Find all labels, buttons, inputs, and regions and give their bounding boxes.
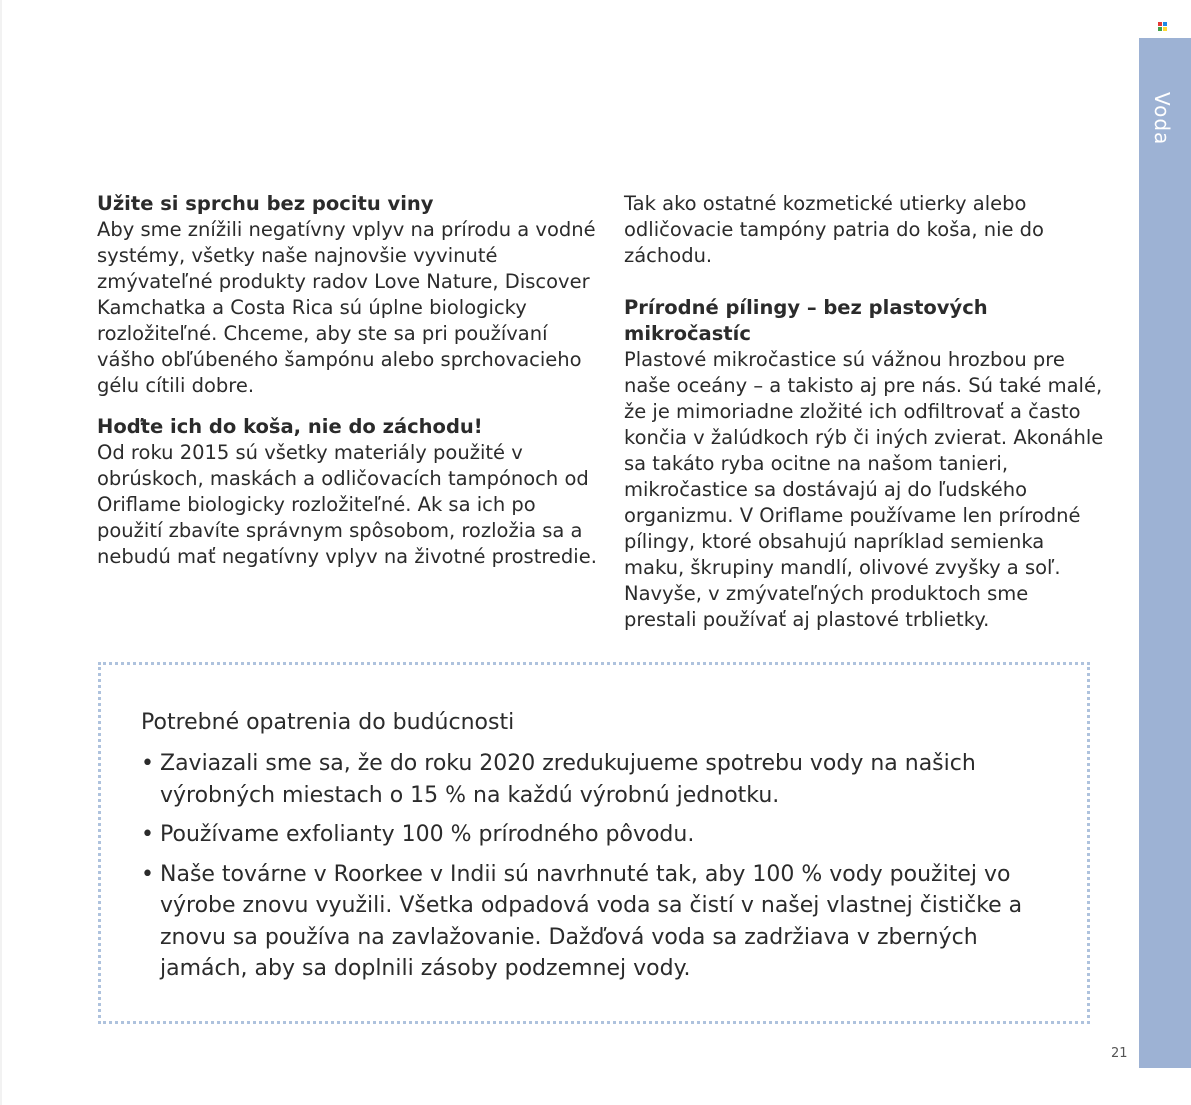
list-item: • Používame exfolianty 100 % prírodného pôvodu.	[141, 819, 1071, 851]
chapter-tab-label: Voda	[1150, 92, 1174, 146]
box-bullet-list	[141, 748, 1071, 993]
page-edge	[0, 0, 2, 1105]
section-body: Plastové mikročastice sú vážnou hrozbou pre naše oceány – a takisto aj pre nás. Sú také malé, že je mimoriadne zložité ich odfiltrovať a často končia v žalúdkoch rýb či iných zvierat. Akonáhle sa takáto ryba ocitne na našom tanieri, mikročastice sa dostávajú aj do ľudského organizmu. V Oriflame používame len prírodné pílingy, ktoré obsahujú napríklad semienka maku, škrupiny mandlí, olivové zvyšky a soľ. Navyše, v zmývateľných produktoch sme prestali používať aj plastové trblietky.	[624, 348, 1104, 631]
intro-paragraph: Tak ako ostatné kozmetické utierky alebo odličovacie tampóny patria do koša, nie do záchodu.	[624, 192, 1044, 267]
right-column	[624, 191, 1104, 633]
page-number: 21	[1111, 1046, 1128, 1061]
section-body: Od roku 2015 sú všetky materiály použité v obrúskoch, maskách a odličovacích tampónoch od Oriflame biologicky rozložiteľné. Ak sa ich po použití zbavíte správnym spôsobom, rozložia sa a nebudú mať negatívny vplyv na životné prostredie.	[97, 441, 597, 568]
box-title: Potrebné opatrenia do budúcnosti	[141, 710, 515, 735]
section-body: Aby sme znížili negatívny vplyv na prírodu a vodné systémy, všetky naše najnovšie vyvinuté zmývateľné produkty radov Love Nature, Discover Kamchatka a Costa Rica sú úplne biologicky rozložiteľné. Chceme, aby ste sa pri používaní vášho obľúbeného šampónu alebo sprchovacieho gélu cítili dobre.	[97, 218, 596, 397]
list-item: • Naše továrne v Roorkee v Indii sú navrhnuté tak, aby 100 % vody použitej vo výrobe znovu využili. Všetka odpadová voda sa čistí v našej vlastnej čističke a znovu sa používa na zavlažovanie. Dažďová voda sa zadržiava v zberných jamách, aby sa doplnili zásoby podzemnej vody.	[141, 859, 1071, 985]
section-heading: Užite si sprchu bez pocitu viny	[97, 192, 434, 215]
logo-mark-icon	[1158, 22, 1167, 31]
chapter-tab	[1139, 38, 1191, 1068]
section-heading: Prírodné pílingy – bez plastových mikročastíc	[624, 296, 988, 345]
left-column	[97, 191, 597, 570]
section-heading: Hoďte ich do koša, nie do záchodu!	[97, 415, 483, 438]
list-item: • Zaviazali sme sa, že do roku 2020 zredukujueme spotrebu vody na našich výrobných miestach o 15 % na každú výrobnú jednotku.	[141, 748, 1071, 811]
